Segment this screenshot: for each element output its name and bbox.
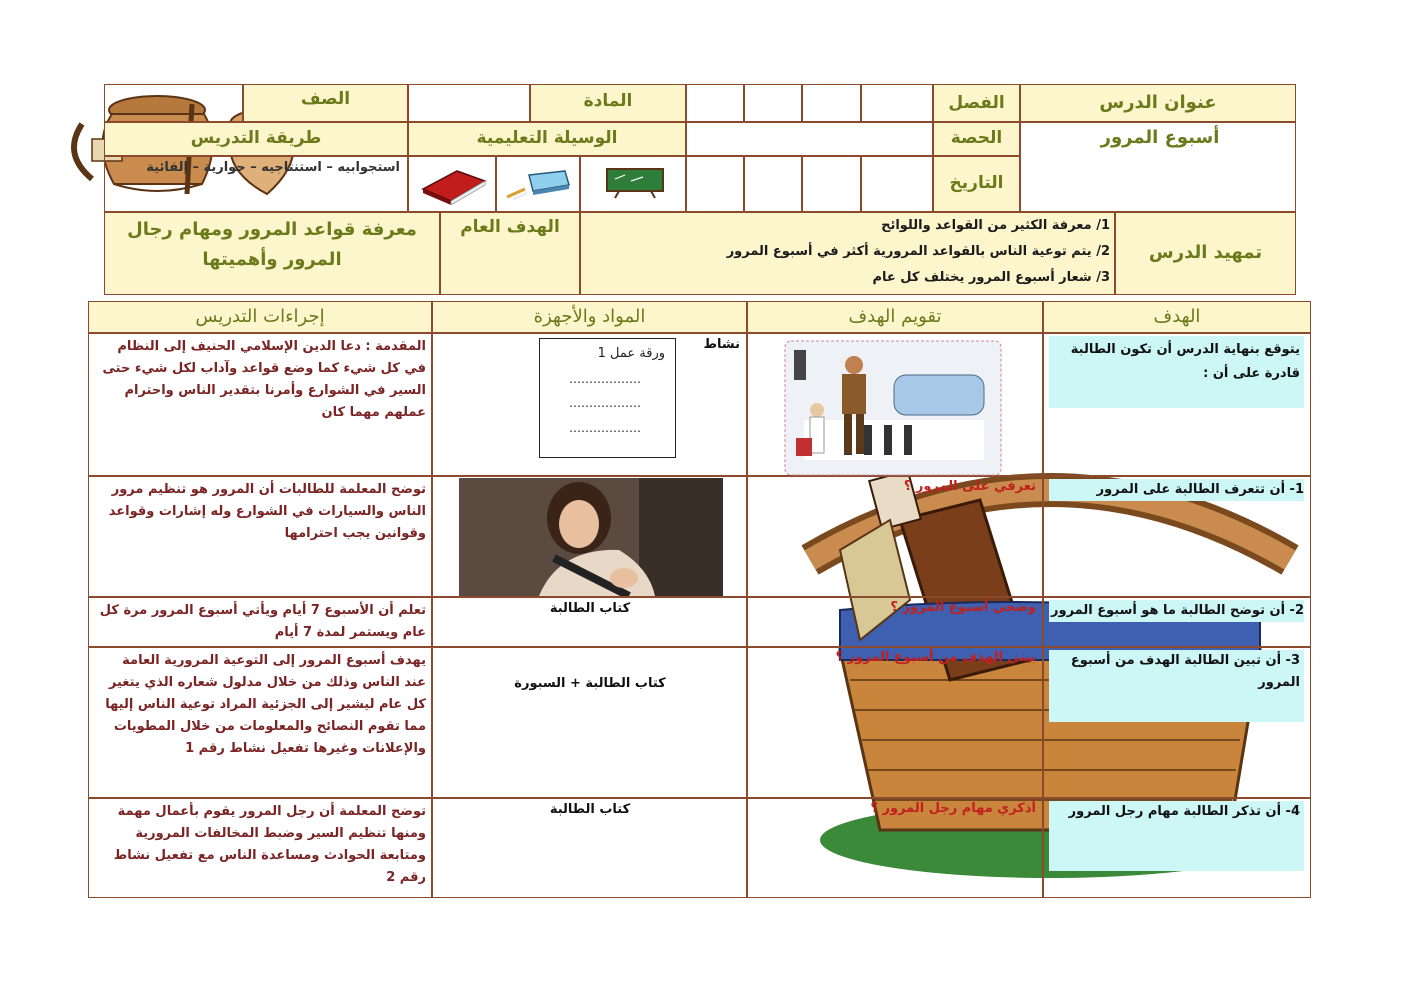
col-header-materials: المواد والأجهزة <box>432 301 747 333</box>
row4-procedure: توضح المعلمة أن رجل المرور يقوم بأعمال مهمة ومنها تنظيم السير وضبط المخالفات المرورية ومتابعة الحوادث ومساعدة الناس مع تفعيل نشاط رقم 2 <box>113 804 426 885</box>
date-cell-3 <box>744 156 802 212</box>
class-value <box>104 84 243 122</box>
chalkboard-icon <box>605 167 665 199</box>
col-header-evaluation: تقويم الهدف <box>747 301 1043 333</box>
row3-eval-cell <box>747 647 1043 798</box>
row4-materials: كتاب الطالبة <box>549 802 631 817</box>
date-cell-2 <box>802 156 861 212</box>
aid-cell-board <box>580 156 686 212</box>
row2-procedure: تعلم أن الأسبوع 7 أيام ويأتي أسبوع المرور مرة كل عام ويستمر لمدة 7 أيام <box>99 603 426 640</box>
row3-evaluation: بيني الهدف من أسبوع المرور ؟ <box>835 650 1036 665</box>
date-label: التاريخ <box>933 156 1020 212</box>
semester-cell-2 <box>802 84 861 122</box>
row1-procedure: توضح المعلمة للطالبات أن المرور هو تنظيم مرور الناس والسيارات في الشوارع وله إشارات وقواعد وقوانين يجب احترامها <box>108 482 426 541</box>
row3-goal: 3- أن تبين الطالبة الهدف من أسبوع المرور <box>1049 650 1304 722</box>
activity-label: نشاط <box>703 337 740 352</box>
worksheet-title: ورقة عمل 1 <box>597 346 665 361</box>
col-header-procedures: إجراءات التدريس <box>88 301 432 333</box>
intro-item-2: 2/ يتم توعية الناس بالقواعد المرورية أكثر في أسبوع المرور <box>726 244 1110 259</box>
row3-materials-cell <box>432 647 747 798</box>
aids-label: الوسيلة التعليمية <box>408 122 686 156</box>
row2-materials: كتاب الطالبة <box>549 601 631 616</box>
row4-goal: 4- أن تذكر الطالبة مهام رجل المرور <box>1049 801 1304 871</box>
col-header-goal: الهدف <box>1043 301 1311 333</box>
eraser-chalk-icon <box>503 167 573 201</box>
row1-evaluation: تعرفي على المرور ؟ <box>903 479 1036 494</box>
semester-label: الفصل <box>933 84 1020 122</box>
period-cell <box>686 122 933 156</box>
general-goal-label: الهدف العام <box>440 212 580 295</box>
aid-cell-eraser <box>496 156 580 212</box>
subject-value <box>408 84 530 122</box>
method-value: استجوابيه – استنتاجيه – حوارية – إلقائية <box>146 160 400 175</box>
date-cell-4 <box>686 156 744 212</box>
row3-procedure: يهدف أسبوع المرور إلى التوعية المرورية العامة عند الناس وذلك من خلال مدلول شعاره الذي يتغير كل عام ليشير إلى الجزئية المراد توعية الناس إليها مما تقوم النصائح والمعلومات من خلال المطويات والإعلانات وغيرها تفعيل نشاط رقم 1 <box>105 653 426 756</box>
intro-label: تمهيد الدرس <box>1115 212 1296 295</box>
row1-goal: 1- أن تتعرف الطالبة على المرور <box>1049 479 1304 501</box>
period-label: الحصة <box>933 122 1020 156</box>
row0-procedure: المقدمة : دعا الدين الإسلامي الحنيف إلى النظام في كل شيء كما وضع قواعد وآداب لكل شيء حتى السير في الشوارع وأمرنا بتقدير الناس واحترام عملهم مهما كان <box>102 339 426 420</box>
row3-materials: كتاب الطالبة + السبورة <box>514 676 666 691</box>
date-cell-1 <box>861 156 933 212</box>
aid-cell-book <box>408 156 496 212</box>
semester-cell-4 <box>686 84 744 122</box>
method-label: طريقة التدريس <box>104 122 408 156</box>
intro-item-1: 1/ معرفة الكثير من القواعد واللوائح <box>881 218 1110 233</box>
worksheet-line-2: ……………… <box>569 396 641 410</box>
book-icon <box>417 165 489 205</box>
semester-cell-1 <box>861 84 933 122</box>
general-goal-value: معرفة قواعد المرور ومهام رجال المرور وأهميتها <box>104 212 440 295</box>
lesson-title-label: عنوان الدرس <box>1020 84 1296 122</box>
row2-evaluation: وضحي أسبوع المرور ؟ <box>890 600 1036 615</box>
worksheet-line-1: ……………… <box>569 372 641 386</box>
semester-cell-3 <box>744 84 802 122</box>
row2-goal: 2- أن توضح الطالبة ما هو أسبوع المرور <box>1049 600 1304 622</box>
girl-seatbelt-photo <box>459 478 723 596</box>
intro-item-3: 3/ شعار أسبوع المرور يختلف كل عام <box>872 270 1110 285</box>
row0-goal: يتوقع بنهاية الدرس أن تكون الطالبة قادرة على أن : <box>1049 336 1304 408</box>
lesson-title-value: أسبوع المرور <box>1100 127 1220 148</box>
class-label: الصف <box>243 84 408 122</box>
row4-evaluation: أذكري مهام رجل المرور ؟ <box>870 801 1036 816</box>
row1-eval-cell <box>747 476 1043 597</box>
subject-label: المادة <box>530 84 686 122</box>
traffic-police-photo <box>784 340 1002 476</box>
worksheet-line-3: ……………… <box>569 421 641 435</box>
